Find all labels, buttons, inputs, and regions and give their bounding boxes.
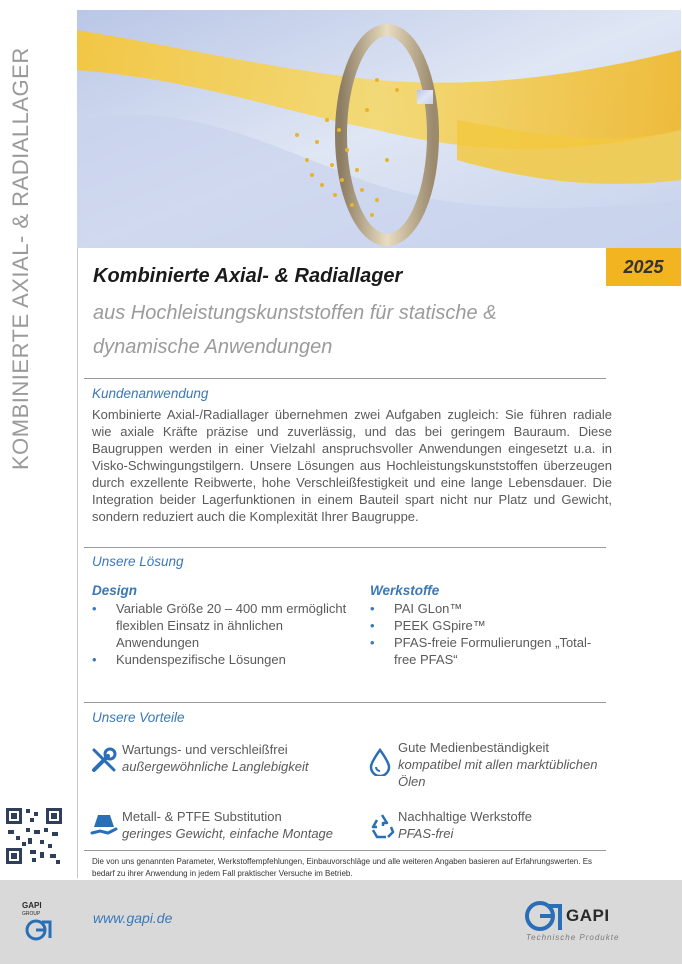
advantage-item — [122, 808, 362, 842]
list-item: • PFAS-freie Formulierungen „Total-free PFAS“ — [370, 634, 600, 668]
advantage-detail: außergewöhnliche Langlebigkeit — [122, 759, 309, 774]
advantage-detail: PFAS-frei — [398, 826, 454, 841]
materials-list — [370, 600, 600, 668]
disclaimer-text: Die von uns genannten Parameter, Werkstoffempfehlungen, Einbauvorschläge und alle weiteren Angaben basieren auf Erfahrungswerten. Es bedarf zu ihrer Anwendung in jedem Fall praktischer Versuche im Betrieb. — [92, 857, 593, 878]
divider — [84, 547, 606, 548]
advantage-title: Wartungs- und verschleißfrei — [122, 742, 288, 757]
small-logo-subtext: GROUP — [22, 911, 41, 917]
list-item: • PAI GLon™ — [370, 600, 600, 617]
wrench-screwdriver-icon — [90, 746, 118, 774]
brand-name: GAPI — [566, 906, 610, 925]
advantage-title: Metall- & PTFE Substitution — [122, 809, 282, 824]
list-item: • Variable Größe 20 – 400 mm ermöglicht flexiblen Einsatz in ähnlichen Anwendungen — [92, 600, 352, 651]
divider — [84, 378, 606, 379]
drop-icon — [366, 748, 394, 776]
recycle-icon — [368, 812, 396, 840]
divider — [84, 702, 606, 703]
brand-tagline: Technische Produkte — [526, 933, 620, 942]
vertical-divider — [77, 248, 78, 878]
customer-use-text: Kombinierte Axial-/Radiallager übernehmen zwei Aufgaben zugleich: Sie führen radiale wie axiale Kräfte präzise und zuverlässig, und das bei geringem Bauraum. Diese Baugruppen werden in einer Vielzahl anspruchsvoller Anwendungen eingesetzt u.a. in Visko-Schwingungstilgern. Unsere Lösungen aus Hochleistungskunststoffen überzeugen durch exzellente Reibwerte, hohe Verschleißfestigkeit und eine lange Lebensdauer. Die Integration beider Lagerfunktionen in einem Bauteil spart nicht nur Platz und Gewicht, sondern reduziert auch die Komplexität Ihrer Baugruppe. — [92, 407, 612, 524]
customer-use-heading: Kundenanwendung — [92, 386, 209, 401]
page-title: Kombinierte Axial- & Radiallager — [93, 265, 403, 287]
qr-code[interactable] — [4, 806, 64, 866]
weight-hand-icon — [90, 811, 118, 839]
advantage-detail: kompatibel mit allen marktüblichen Ölen — [398, 757, 598, 789]
gapi-group-logo — [18, 898, 58, 942]
small-logo-text: GAPI — [22, 901, 42, 910]
list-item: • PEEK GSpire™ — [370, 617, 600, 634]
list-item: • Kundenspezifische Lösungen — [92, 651, 352, 668]
side-title: KOMBINIERTE AXIAL- & RADIALLAGER — [8, 47, 33, 470]
website-link[interactable]: www.gapi.de — [93, 910, 173, 926]
materials-heading: Werkstoffe — [370, 583, 440, 598]
advantage-item — [398, 739, 613, 790]
advantages-heading: Unsere Vorteile — [92, 710, 185, 725]
solution-heading: Unsere Lösung — [92, 554, 184, 569]
advantage-item — [122, 741, 352, 775]
divider — [84, 850, 606, 851]
design-heading: Design — [92, 583, 138, 598]
page-subtitle: aus Hochleistungskunststoffen für statische & dynamische Anwendungen — [93, 302, 497, 358]
design-list — [92, 600, 352, 668]
advantage-title: Gute Medienbeständigkeit — [398, 740, 550, 755]
hero-image — [77, 10, 681, 248]
advantage-title: Nachhaltige Werkstoffe — [398, 809, 532, 824]
advantage-item — [398, 808, 608, 842]
year-badge: 2025 — [606, 248, 681, 286]
advantage-detail: geringes Gewicht, einfache Montage — [122, 826, 334, 841]
